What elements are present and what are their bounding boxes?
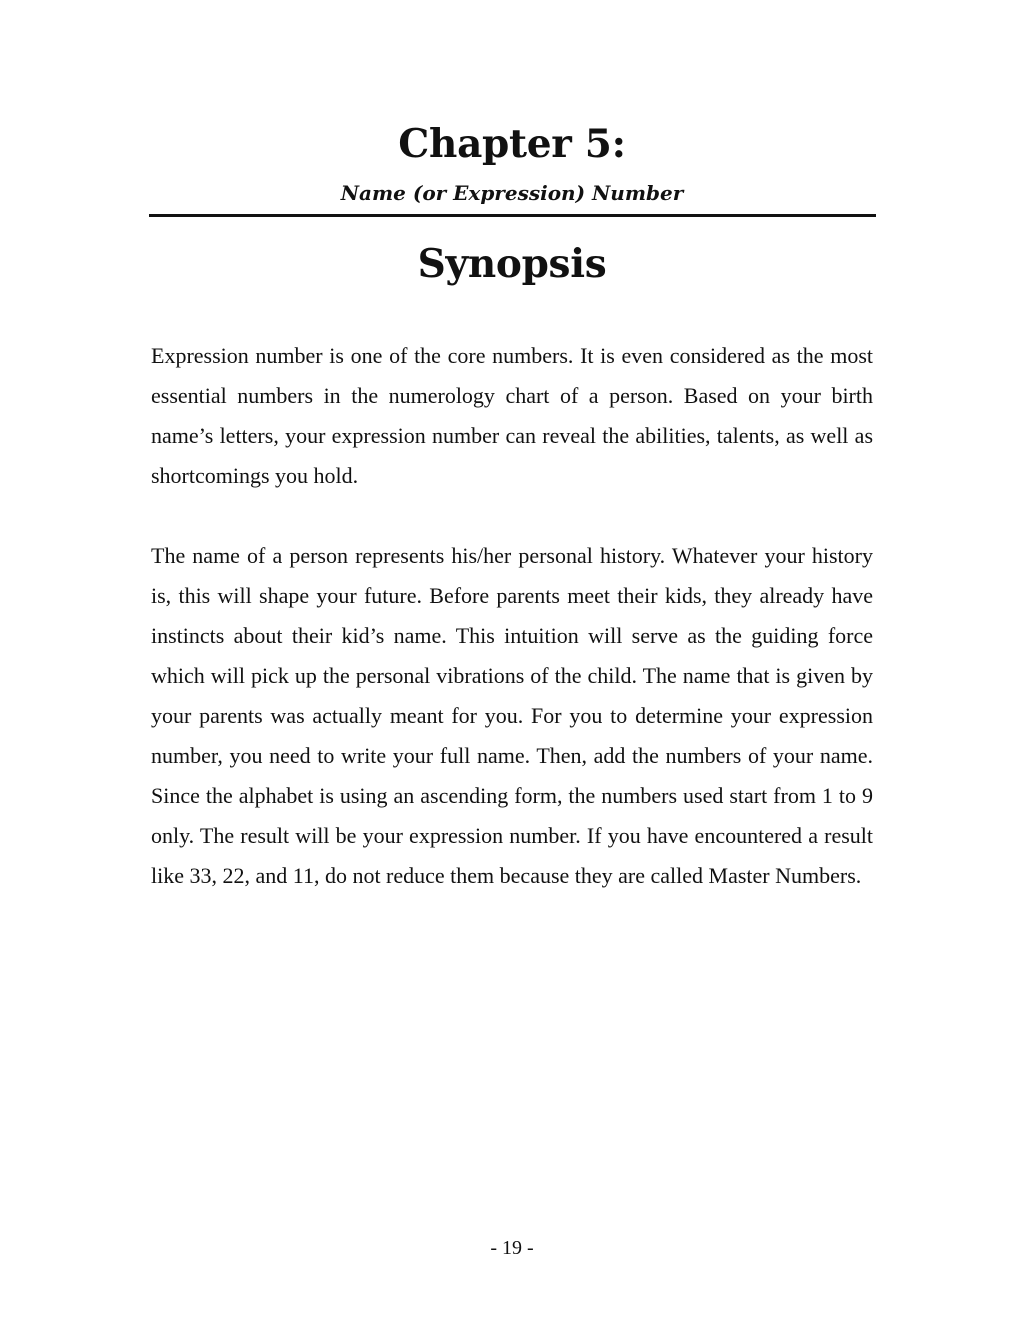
body-paragraph-2: The name of a person represents his/her personal history. Whatever your history is, this will shape your future. Before parents meet their kids, they already have instincts about their kid’s name. This intuition will serve as the guiding force which will pick up the personal vibrations of the child. The name that is given by your parents was actually meant for you. For you to determine your expression number, you need to write your full name. Then, add the numbers of your name. Since the alphabet is using an ascending form, the numbers used start from 1 to 9 only. The result will be your expression number. If you have encountered a result like 33, 22, and 11, do not reduce them because they are called Master Numbers. — [151, 543, 873, 888]
chapter-subtitle: Name (or Expression) Number — [340, 181, 684, 205]
title-divider — [149, 214, 876, 217]
page-number: - 19 - — [490, 1237, 534, 1259]
body-paragraph-1: Expression number is one of the core numbers. It is even considered as the most essential numbers in the numerology chart of a person. Based on your birth name’s letters, your expression number can reveal the abilities, talents, as well as shortcomings you hold. — [151, 343, 873, 488]
section-title: Synopsis — [417, 241, 607, 287]
chapter-title: Chapter 5: — [398, 121, 626, 167]
